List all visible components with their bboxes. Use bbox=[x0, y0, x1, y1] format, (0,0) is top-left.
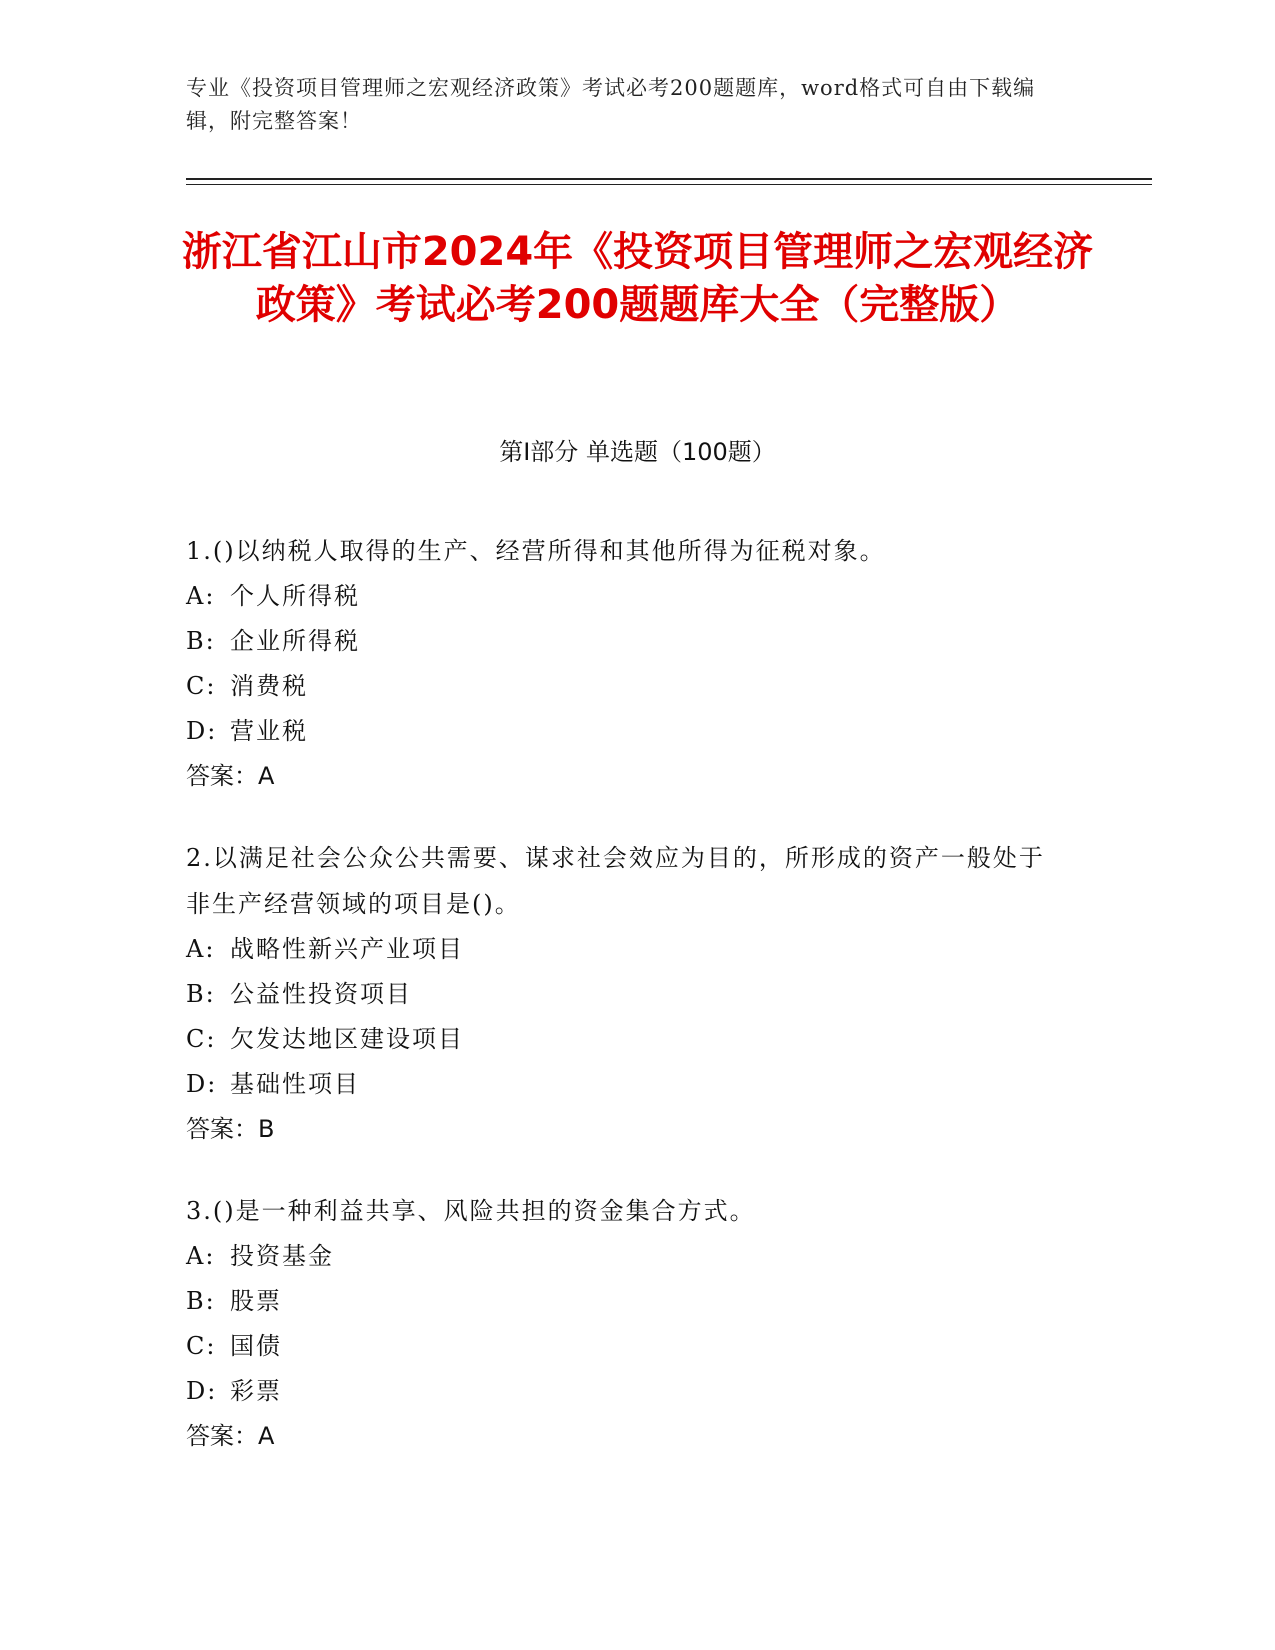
option-text: 彩票 bbox=[230, 1377, 282, 1405]
option-text: 国债 bbox=[230, 1332, 282, 1360]
header-rule-thick bbox=[186, 178, 1152, 180]
option-key: A: bbox=[186, 1242, 216, 1270]
option-d bbox=[186, 1062, 1066, 1107]
option-a bbox=[186, 574, 1066, 619]
option-key: D: bbox=[186, 1070, 218, 1098]
question-text: 3.()是一种利益共享、风险共担的资金集合方式。 bbox=[186, 1197, 756, 1225]
option-key: C: bbox=[186, 1025, 217, 1053]
option-a bbox=[186, 1234, 1066, 1279]
answer-line: 答案：A bbox=[186, 762, 275, 790]
answer-line: 答案：B bbox=[186, 1115, 275, 1143]
question-1 bbox=[186, 528, 1066, 799]
option-b bbox=[186, 972, 1066, 1017]
option-key: D: bbox=[186, 1377, 218, 1405]
option-text: 营业税 bbox=[230, 717, 308, 745]
option-d bbox=[186, 1369, 1066, 1414]
header-note: 专业《投资项目管理师之宏观经济政策》考试必考200题题库，word格式可自由下载编辑，附完整答案！ bbox=[186, 76, 1036, 133]
question-2 bbox=[186, 835, 1066, 1152]
option-key: B: bbox=[186, 980, 216, 1008]
option-text: 股票 bbox=[230, 1287, 282, 1315]
header-rule-thin bbox=[186, 184, 1152, 185]
option-text: 个人所得税 bbox=[230, 582, 360, 610]
option-key: C: bbox=[186, 1332, 217, 1360]
option-b bbox=[186, 619, 1066, 664]
option-text: 投资基金 bbox=[230, 1242, 334, 1270]
option-text: 企业所得税 bbox=[230, 627, 360, 655]
option-b bbox=[186, 1279, 1066, 1324]
option-key: A: bbox=[186, 582, 216, 610]
document-title: 浙江省江山市2024年《投资项目管理师之宏观经济政策》考试必考200题题库大全（完整版） bbox=[181, 229, 1094, 328]
option-c bbox=[186, 664, 1066, 709]
option-key: C: bbox=[186, 672, 217, 700]
option-c bbox=[186, 1017, 1066, 1062]
option-a bbox=[186, 927, 1066, 972]
option-key: B: bbox=[186, 627, 216, 655]
question-text: 1.()以纳税人取得的生产、经营所得和其他所得为征税对象。 bbox=[186, 537, 886, 565]
option-text: 欠发达地区建设项目 bbox=[230, 1025, 464, 1053]
option-key: A: bbox=[186, 935, 216, 963]
option-key: B: bbox=[186, 1287, 216, 1315]
option-key: D: bbox=[186, 717, 218, 745]
option-text: 基础性项目 bbox=[230, 1070, 360, 1098]
option-text: 战略性新兴产业项目 bbox=[230, 935, 464, 963]
section-title: 第Ⅰ部分 单选题（100题） bbox=[499, 438, 776, 466]
option-text: 消费税 bbox=[230, 672, 308, 700]
question-text: 2.以满足社会公众公共需要、谋求社会效应为目的，所形成的资产一般处于非生产经营领域的项目是()。 bbox=[186, 844, 1045, 918]
question-list bbox=[186, 528, 1066, 1495]
question-3 bbox=[186, 1188, 1066, 1459]
answer-line: 答案：A bbox=[186, 1422, 275, 1450]
option-text: 公益性投资项目 bbox=[230, 980, 412, 1008]
option-c bbox=[186, 1324, 1066, 1369]
option-d bbox=[186, 709, 1066, 754]
